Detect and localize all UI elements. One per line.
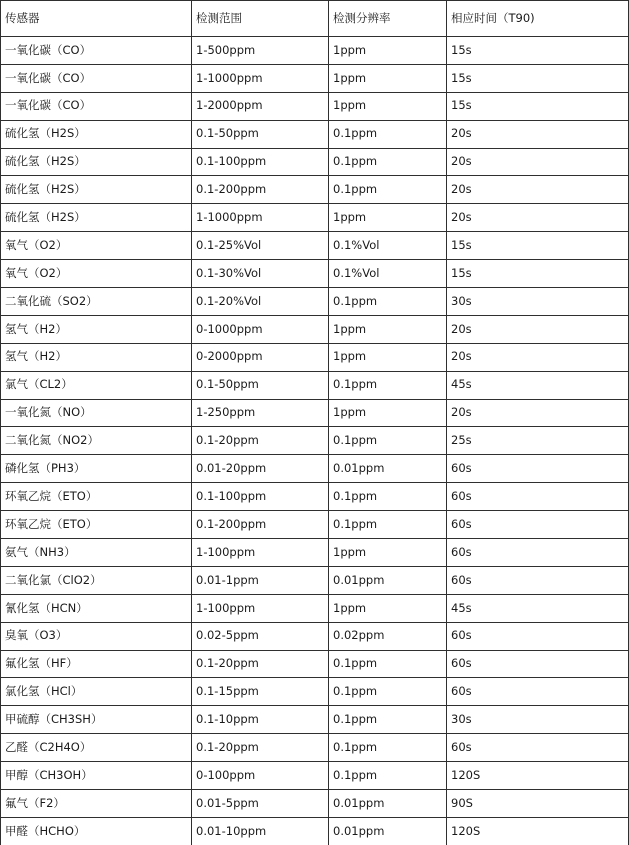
cell-sensor: 二氧化氯（ClO2） <box>1 566 192 594</box>
table-header <box>1 1 629 37</box>
cell-sensor: 氟气（F2） <box>1 790 192 818</box>
cell-response-time: 20s <box>447 120 629 148</box>
cell-sensor: 一氧化碳（CO） <box>1 64 192 92</box>
table-row <box>1 566 629 594</box>
cell-sensor: 环氧乙烷（ETO） <box>1 511 192 539</box>
cell-response-time: 15s <box>447 260 629 288</box>
cell-response-time: 60s <box>447 455 629 483</box>
cell-response-time: 120S <box>447 762 629 790</box>
cell-resolution: 1ppm <box>329 204 447 232</box>
cell-sensor: 磷化氢（PH3） <box>1 455 192 483</box>
cell-detection-range: 1-250ppm <box>192 399 329 427</box>
cell-resolution: 0.01ppm <box>329 790 447 818</box>
cell-response-time: 15s <box>447 64 629 92</box>
table-row <box>1 288 629 316</box>
table-row <box>1 539 629 567</box>
cell-detection-range: 0.1-50ppm <box>192 120 329 148</box>
table-row <box>1 204 629 232</box>
table-row <box>1 594 629 622</box>
cell-resolution: 0.1ppm <box>329 678 447 706</box>
table-row <box>1 817 629 845</box>
header-detection-range: 检测范围 <box>192 1 329 37</box>
cell-detection-range: 0.1-10ppm <box>192 706 329 734</box>
cell-detection-range: 1-100ppm <box>192 539 329 567</box>
cell-response-time: 20s <box>447 343 629 371</box>
cell-sensor: 硫化氢（H2S） <box>1 176 192 204</box>
table-row <box>1 622 629 650</box>
cell-sensor: 一氧化碳（CO） <box>1 37 192 65</box>
table-row <box>1 762 629 790</box>
cell-response-time: 60s <box>447 678 629 706</box>
table-row <box>1 148 629 176</box>
cell-resolution: 1ppm <box>329 64 447 92</box>
table-row <box>1 260 629 288</box>
cell-resolution: 0.1ppm <box>329 734 447 762</box>
cell-response-time: 90S <box>447 790 629 818</box>
cell-sensor: 氧气（O2） <box>1 260 192 288</box>
table-row <box>1 371 629 399</box>
header-response-time: 相应时间（T90) <box>447 1 629 37</box>
cell-response-time: 60s <box>447 483 629 511</box>
cell-sensor: 一氧化氮（NO） <box>1 399 192 427</box>
table-row <box>1 511 629 539</box>
cell-sensor: 氢气（H2） <box>1 343 192 371</box>
cell-sensor: 硫化氢（H2S） <box>1 120 192 148</box>
cell-response-time: 60s <box>447 622 629 650</box>
table-row <box>1 399 629 427</box>
table-row <box>1 120 629 148</box>
cell-resolution: 1ppm <box>329 315 447 343</box>
cell-response-time: 60s <box>447 511 629 539</box>
cell-sensor: 甲醇（CH3OH） <box>1 762 192 790</box>
table-row <box>1 455 629 483</box>
cell-sensor: 甲醛（HCHO） <box>1 817 192 845</box>
table-row <box>1 427 629 455</box>
cell-detection-range: 1-2000ppm <box>192 92 329 120</box>
cell-sensor: 氰化氢（HCN） <box>1 594 192 622</box>
cell-resolution: 0.1%Vol <box>329 232 447 260</box>
cell-resolution: 1ppm <box>329 92 447 120</box>
cell-sensor: 氟化氢（HF） <box>1 650 192 678</box>
table-row <box>1 64 629 92</box>
cell-detection-range: 0.1-30%Vol <box>192 260 329 288</box>
cell-resolution: 0.01ppm <box>329 817 447 845</box>
table-row <box>1 483 629 511</box>
cell-detection-range: 0.01-5ppm <box>192 790 329 818</box>
cell-response-time: 20s <box>447 315 629 343</box>
table-row <box>1 343 629 371</box>
cell-sensor: 二氧化硫（SO2） <box>1 288 192 316</box>
cell-response-time: 60s <box>447 539 629 567</box>
cell-resolution: 0.1%Vol <box>329 260 447 288</box>
cell-sensor: 氢气（H2） <box>1 315 192 343</box>
cell-detection-range: 0.1-20ppm <box>192 734 329 762</box>
table-row <box>1 92 629 120</box>
cell-resolution: 0.1ppm <box>329 706 447 734</box>
cell-resolution: 1ppm <box>329 594 447 622</box>
cell-resolution: 0.01ppm <box>329 455 447 483</box>
cell-detection-range: 0-2000ppm <box>192 343 329 371</box>
table-row <box>1 37 629 65</box>
cell-detection-range: 0.01-1ppm <box>192 566 329 594</box>
cell-detection-range: 1-1000ppm <box>192 64 329 92</box>
cell-response-time: 60s <box>447 650 629 678</box>
cell-resolution: 0.1ppm <box>329 427 447 455</box>
cell-detection-range: 0.01-10ppm <box>192 817 329 845</box>
cell-detection-range: 0.1-20ppm <box>192 427 329 455</box>
cell-response-time: 20s <box>447 399 629 427</box>
cell-detection-range: 1-500ppm <box>192 37 329 65</box>
cell-sensor: 氯化氢（HCl） <box>1 678 192 706</box>
cell-detection-range: 0.1-50ppm <box>192 371 329 399</box>
cell-detection-range: 0-100ppm <box>192 762 329 790</box>
cell-sensor: 氧气（O2） <box>1 232 192 260</box>
cell-detection-range: 0.1-200ppm <box>192 511 329 539</box>
cell-resolution: 0.1ppm <box>329 511 447 539</box>
cell-response-time: 20s <box>447 148 629 176</box>
cell-detection-range: 0-1000ppm <box>192 315 329 343</box>
header-row <box>1 1 629 37</box>
cell-sensor: 臭氧（O3） <box>1 622 192 650</box>
cell-response-time: 60s <box>447 734 629 762</box>
table-row <box>1 790 629 818</box>
cell-detection-range: 0.1-200ppm <box>192 176 329 204</box>
cell-sensor: 环氧乙烷（ETO） <box>1 483 192 511</box>
cell-response-time: 30s <box>447 288 629 316</box>
cell-resolution: 0.02ppm <box>329 622 447 650</box>
cell-sensor: 乙醛（C2H4O） <box>1 734 192 762</box>
cell-sensor: 二氧化氮（NO2） <box>1 427 192 455</box>
cell-response-time: 25s <box>447 427 629 455</box>
cell-sensor: 氯气（CL2） <box>1 371 192 399</box>
cell-response-time: 30s <box>447 706 629 734</box>
cell-response-time: 120S <box>447 817 629 845</box>
cell-detection-range: 0.1-100ppm <box>192 148 329 176</box>
cell-resolution: 1ppm <box>329 399 447 427</box>
table-row <box>1 734 629 762</box>
cell-sensor: 一氧化碳（CO） <box>1 92 192 120</box>
cell-sensor: 硫化氢（H2S） <box>1 148 192 176</box>
table-row <box>1 650 629 678</box>
cell-detection-range: 0.1-20ppm <box>192 650 329 678</box>
cell-detection-range: 0.1-25%Vol <box>192 232 329 260</box>
cell-detection-range: 0.1-15ppm <box>192 678 329 706</box>
header-sensor: 传感器 <box>1 1 192 37</box>
header-resolution: 检测分辨率 <box>329 1 447 37</box>
table-row <box>1 176 629 204</box>
table-row <box>1 232 629 260</box>
cell-response-time: 60s <box>447 566 629 594</box>
table-row <box>1 315 629 343</box>
cell-resolution: 0.01ppm <box>329 566 447 594</box>
table-row <box>1 678 629 706</box>
cell-detection-range: 0.01-20ppm <box>192 455 329 483</box>
cell-sensor: 甲硫醇（CH3SH） <box>1 706 192 734</box>
cell-resolution: 0.1ppm <box>329 288 447 316</box>
table-body <box>1 37 629 845</box>
cell-resolution: 0.1ppm <box>329 650 447 678</box>
cell-detection-range: 1-1000ppm <box>192 204 329 232</box>
cell-resolution: 0.1ppm <box>329 371 447 399</box>
cell-response-time: 15s <box>447 37 629 65</box>
cell-sensor: 硫化氢（H2S） <box>1 204 192 232</box>
cell-resolution: 0.1ppm <box>329 120 447 148</box>
cell-response-time: 45s <box>447 371 629 399</box>
cell-resolution: 1ppm <box>329 37 447 65</box>
cell-resolution: 0.1ppm <box>329 148 447 176</box>
cell-sensor: 氨气（NH3） <box>1 539 192 567</box>
cell-response-time: 15s <box>447 92 629 120</box>
cell-resolution: 0.1ppm <box>329 762 447 790</box>
cell-resolution: 0.1ppm <box>329 176 447 204</box>
cell-detection-range: 0.02-5ppm <box>192 622 329 650</box>
cell-response-time: 20s <box>447 204 629 232</box>
cell-resolution: 1ppm <box>329 343 447 371</box>
cell-response-time: 15s <box>447 232 629 260</box>
cell-resolution: 1ppm <box>329 539 447 567</box>
cell-detection-range: 0.1-20%Vol <box>192 288 329 316</box>
cell-response-time: 20s <box>447 176 629 204</box>
cell-resolution: 0.1ppm <box>329 483 447 511</box>
cell-detection-range: 0.1-100ppm <box>192 483 329 511</box>
table-row <box>1 706 629 734</box>
cell-detection-range: 1-100ppm <box>192 594 329 622</box>
cell-response-time: 45s <box>447 594 629 622</box>
